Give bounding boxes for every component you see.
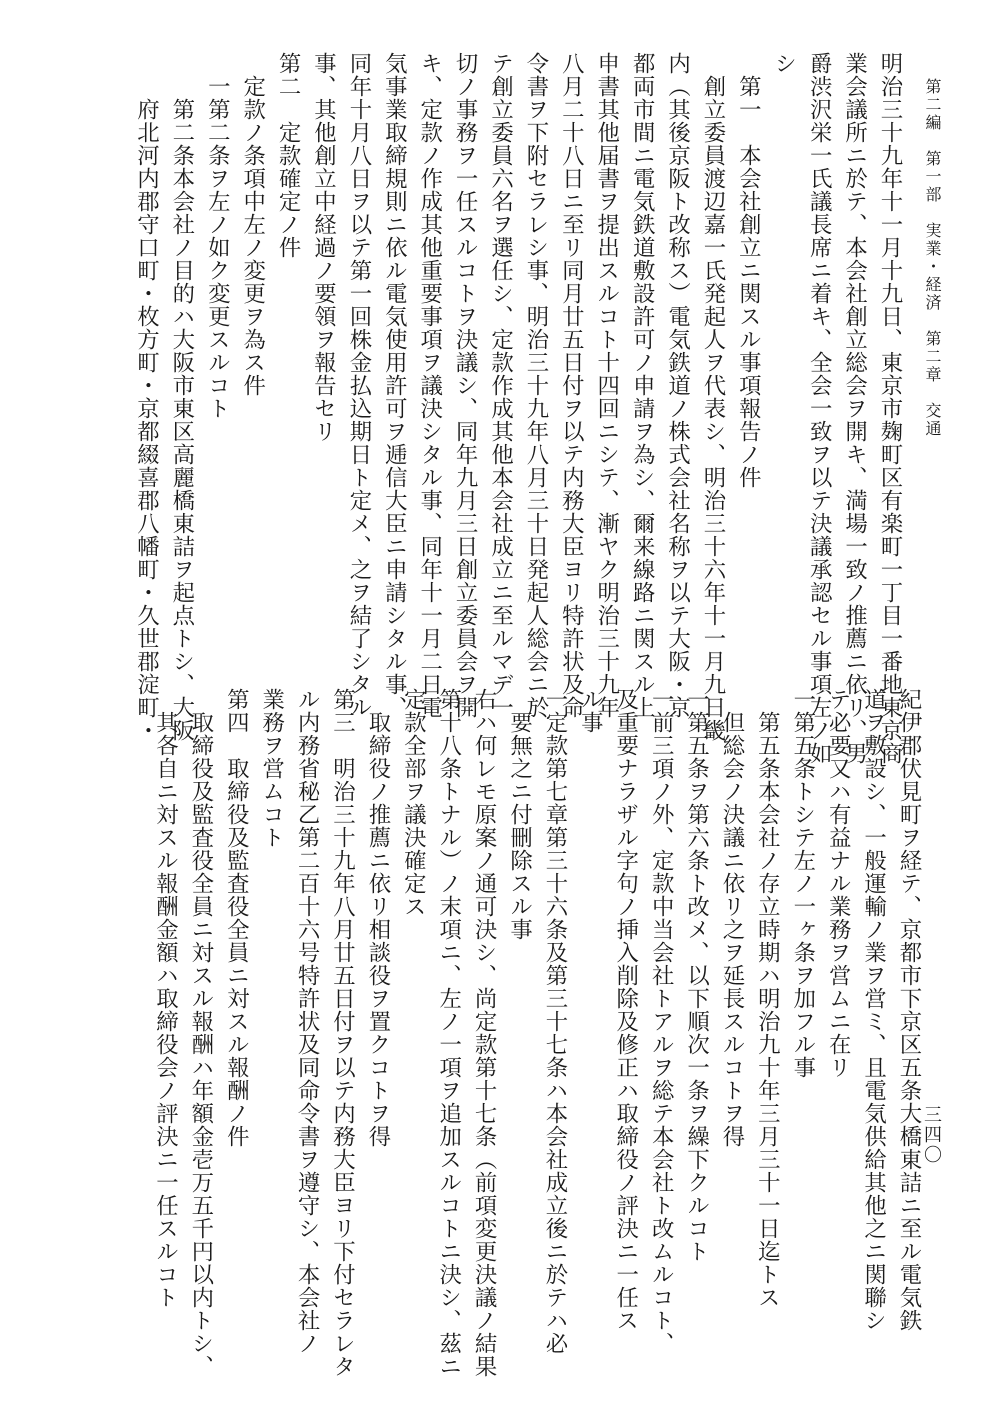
text-line: 一前三項ノ外、定款中当会社トアルヲ総テ本会社ト改ムルコト、 <box>648 688 675 1355</box>
text-line: テ必要又ハ有益ナル業務ヲ営ムニ在リ <box>825 688 852 1079</box>
text-line: 取締役及監査役全員ニ対スル報酬ハ年額金壱万五千円以内トシ、 <box>187 688 214 1378</box>
text-line: 同年十月八日ヲ以テ第一回株金払込期日ト定メ、之ヲ結了シタル <box>345 52 372 719</box>
upper-text-block <box>128 52 907 765</box>
text-line: 右ハ何レモ原案ノ通可決シ、尚定款第十七条（前項変更決議ノ結果 <box>471 688 498 1378</box>
text-line: 創立委員渡辺嘉一氏発起人ヲ代表シ、明治三十六年十一月九日畿 <box>699 52 726 742</box>
text-line: キ、定款ノ作成其他重要事項ヲ議決シタル事、同年十一月二日電 <box>416 52 443 719</box>
text-line: ル事 <box>577 688 604 734</box>
text-line: 一第二条ヲ左ノ如ク変更スルコト <box>204 52 231 420</box>
text-line: 気事業取締規則ニ依ル電気使用許可ヲ逓信大臣ニ申請シタル事、 <box>381 52 408 719</box>
text-line: 第二条本会社ノ目的ハ大阪市東区高麗橋東詰ヲ起点トシ、大阪 <box>168 52 195 742</box>
text-line: 取締役ノ推薦ニ依リ相談役ヲ置クコトヲ得 <box>364 688 391 1148</box>
text-line: 但総会ノ決議ニ依リ之ヲ延長スルコトヲ得 <box>718 688 745 1148</box>
text-line: 一第五条トシテ左ノ一ヶ条ヲ加フル事 <box>789 688 816 1079</box>
running-head: 第二編 第一部 実業・経済 第二章 交通 <box>923 78 942 438</box>
section-heading: 第四 取締役及監査役全員ニ対スル報酬ノ件 <box>223 688 250 1148</box>
text-line: 八月二十八日ニ至リ同月廿五日付ヲ以テ内務大臣ヨリ特許状及命 <box>558 52 585 719</box>
text-line: 第五条本会社ノ存立時期ハ明治九十年三月三十一日迄トス <box>754 688 781 1309</box>
text-line: 要無之ニ付刪除スル事 <box>506 688 533 941</box>
text-line: 明治三十九年十一月十九日、東京市麹町区有楽町一丁目一番地東京商 <box>877 52 903 765</box>
text-line: 第十八条トナル）ノ末項ニ、左ノ一項ヲ追加スルコトニ決シ、茲ニ <box>435 688 462 1378</box>
text-line: 定款全部ヲ議決確定ス <box>400 688 427 918</box>
text-line: テ創立委員六名ヲ選任シ、定款作成其他本会社成立ニ至ルマデ一 <box>487 52 514 719</box>
text-line: 業務ヲ営ムコト <box>258 688 285 849</box>
text-line: 及重要ナラザル字句ノ挿入削除及修正ハ取締役ノ評決ニ一任ス <box>612 688 639 1332</box>
section-heading: 第三 明治三十九年八月廿五日付ヲ以テ内務大臣ヨリ下付セラレタ <box>329 688 356 1378</box>
section-heading: 第一 本会社創立ニ関スル事項報告ノ件 <box>735 52 762 489</box>
text-line: 爵渋沢栄一氏議長席ニ着キ、全会一致ヲ以テ決議承認セル事項左ノ如 <box>806 52 833 765</box>
page-number: 三四〇 <box>921 1105 942 1165</box>
text-line: 一第五条ヲ第六条ト改メ、以下順次一条ヲ繰下クルコト <box>683 688 710 1263</box>
text-line: ル内務省秘乙第二百十六号特許状及同命令書ヲ遵守シ、本会社ノ <box>294 688 321 1355</box>
text-line: 内（其後京阪ト改称ス）電気鉄道ノ株式会社名称ヲ以テ大阪・京 <box>664 52 691 719</box>
text-line: シ <box>770 52 797 75</box>
text-line: 紀伊郡伏見町ヲ経テ、京都市下京区五条大橋東詰ニ至ル電気鉄 <box>896 688 922 1332</box>
text-line: 切ノ事務ヲ一任スルコトヲ決議シ、同年九月三日創立委員会ヲ開 <box>452 52 479 719</box>
text-line: 一定款第七章第三十六条及第三十七条ハ本会社成立後ニ於テハ必 <box>541 688 568 1355</box>
text-line: 道ヲ敷設シ、一般運輸ノ業ヲ営ミ、且電気供給其他之ニ関聯シ <box>860 688 887 1332</box>
text-line: 事、其他創立中経過ノ要領ヲ報告セリ <box>310 52 337 443</box>
text-line: 令書ヲ下附セラレシ事、明治三十九年八月三十日発起人総会ニ於 <box>522 52 549 719</box>
lower-text-block <box>147 688 926 1378</box>
text-line: 都両市間ニ電気鉄道敷設許可ノ申請ヲ為シ、爾来線路ニ関スル上 <box>629 52 656 719</box>
text-line: 府北河内郡守口町・枚方町・京都綴喜郡八幡町・久世郡淀町・ <box>133 52 160 742</box>
text-line: 業会議所ニ於テ、本会社創立総会ヲ開キ、満場一致ノ推薦ニ依リ、男 <box>841 52 868 765</box>
text-line: 其各自ニ対スル報酬金額ハ取締役会ノ評決ニ一任スルコト <box>152 688 179 1309</box>
text-line: 定款ノ条項中左ノ変更ヲ為ス件 <box>239 52 266 397</box>
text-line: 申書其他届書ヲ提出スルコト十四回ニシテ、漸ヤク明治三十九年 <box>593 52 620 719</box>
section-heading: 第二 定款確定ノ件 <box>275 52 302 259</box>
